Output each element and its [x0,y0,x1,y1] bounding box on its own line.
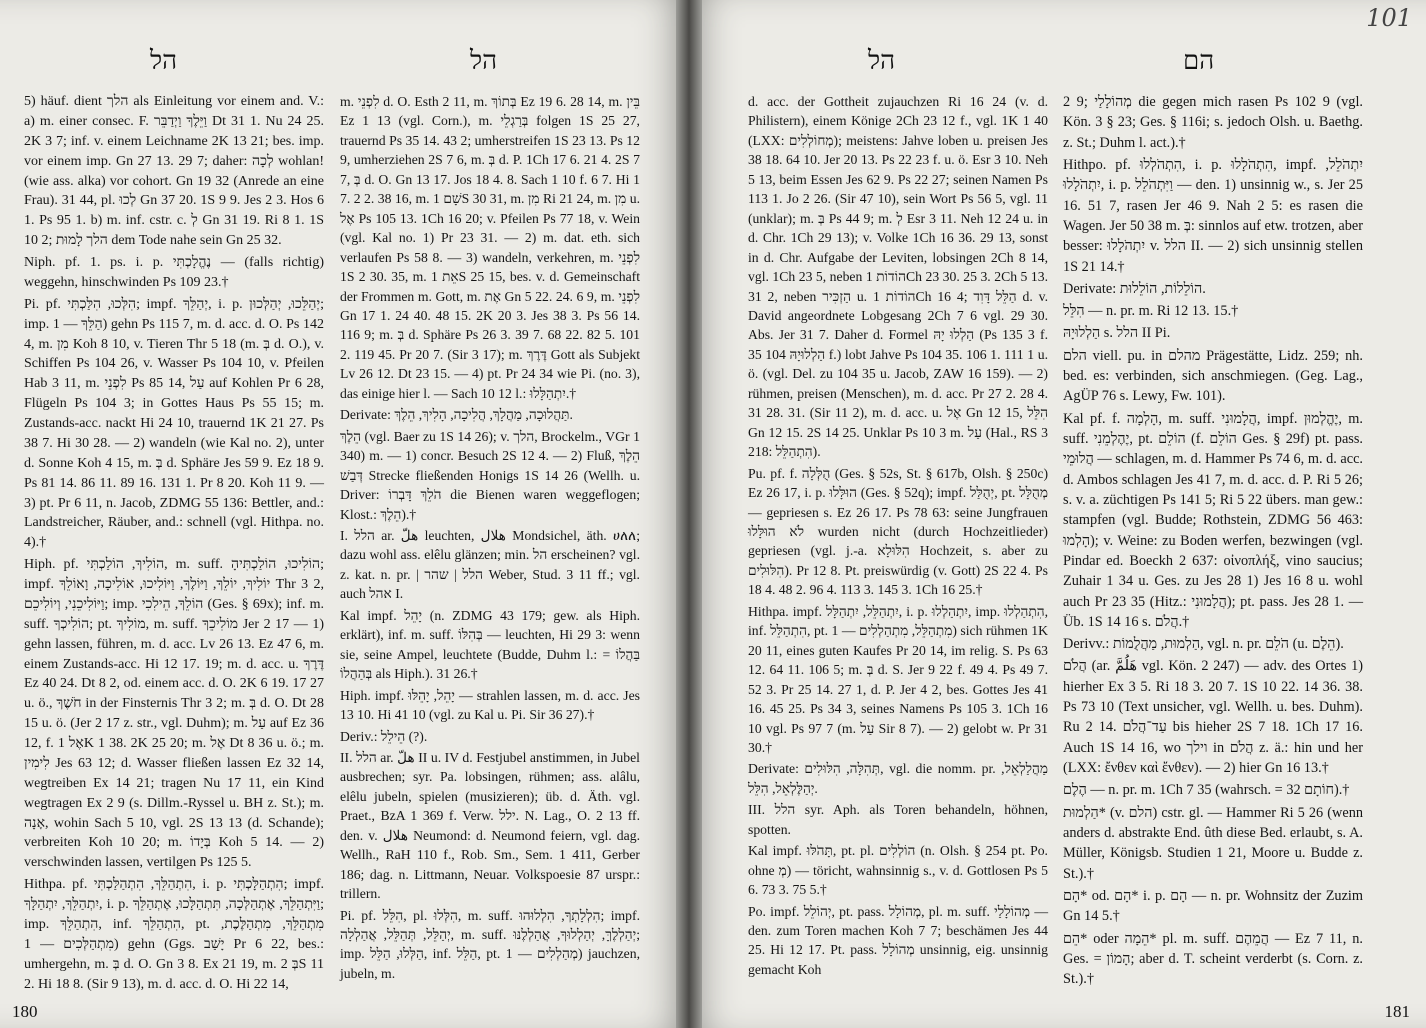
left-page [0,0,688,1028]
text-block: הֵם* oder הֵמָה* pl. m. suff. הֲמֵהֶם — Ez 7 11, n. Ges. = הָמוֹן; aber d. T. scheint verderbt (s. Corn. z. St.).† [1063,930,1363,988]
text-block: Hithpa. pf. הִתְהַלֵּךְ, הִתְהַלַּכְתִּי, i. p. הִתְהַלָּכְתִּי; impf. יִתְהַלֵּךְ, יִתְהַלָּךְ, i. p. וַיִּתְהַלֵּךְ, אֶתְהַלְּכָה, תִּתְהַלָּכוּ, אֶתְהַלֵּךְ; imp. הִתְהַלֵּךְ, inf. הִתְהַלֵּךְ, pt. מִתְהַלֵּךְ, מִתְהַלֶּכֶת, מִתְהַלְּכִים — 1) gehn (Ggs. יָשַׁב Pr 6 22, bes.: umhergehn, m. בְּ d. O. Gn 3 8. Ex 21 19, m. בְּ 2S 11 2. Hi 18 8. (Sir 9 13), m. d. acc. d. O. Hi 22 14, [24,877,325,992]
text-block: Hiph. impf. יָהֵל, יָהֵלּוּ — strahlen lassen, m. d. acc. Jes 13 10. Hi 41 10 (vgl. zu Kal u. Pi. Sir 36 27).† [340,687,640,723]
text-block: Pu. pf. f. הֻלְּלָה (Ges. § 52s, St. § 617b, Olsh. § 250c) Ez 26 17, i. p. הוּלָּלוּ (Ges. § 52q); impf. יְהֻלַּל, pt. מְהֻלָּל — gepriesen s. Ez 26 17. Ps 78 63: seine Jungfrauen לֹא הוּלָּלוּ wurden nicht (durch Hochzeitlieder) gepriesen (vgl. j.-a. הִלּוּלָא Hochzeit, s. aber zu הִלּוּלִים). Pr 12 8. Pt. preiswürdig (v. Gott) 2S 22 4. Ps 18 4. 48 2. 96 4. 113 3. 145 3. 1Ch 16 25.† [748,465,1048,598]
text-block: Derivv.: הַלְמוּת, מַהֲלֻמוֹת, vgl. n. pr. הֹלֵם (u. הֵלֶם). [1063,636,1344,653]
text-block: II. הלל ar. هلّ II u. IV d. Festjubel anstimmen, in Jubel ausbrechen; syr. Pa. lobsingen, rühmen; ass. alâlu, elêlu jubeln, spielen (musizieren); üb. d. Äth. vgl. Praet., BzA 1 369 f. Verw. ילל. N. Lag., O. 2 13 ff. den. v. هلال Neumond: d. Neumond feiern, vgl. dag. Wellh., RaH 110 f., Rob. Sm., Sem. 1 411, Gerber 186; dag. n. Littmann, Neuar. Volkspoesie 87 urspr.: trillern. [340,749,640,902]
text-block: m. לִפְנֵי d. O. Esth 2 11, m. בְּתוֹךְ Ez 19 6. 28 14, m. בֵּין Ez 1 13 (vgl. Corn.), m. בְּרַגְלֵי folgen 1S 25 27, trauernd Ps 35 14. 43 2; umherstreifen 1S 23 13. Ps 12 9, umherziehen 2S 7 6, m. בְּ d. P. 1Ch 17 6. 21 4. 2S 7 7, בְּ d. O. Gn 13 17. Jos 18 4. 8. Sach 1 10 f. 6 7. Hi 1 7. 2 2. 38 16, m. שָׁם 1S 30 31, m. מִן Ri 21 24, m. מִן u. אֶל Ps 105 13. 1Ch 16 20; v. Pfeilen Ps 77 18, v. Wein (vgl. Kal no. 1) Pr 23 31. — 2) m. dat. eth. sich verlaufen Ps 58 8. — 3) wandeln, verkehren, m. לִפְנֵי 1S 2 30. 35, m. אֵת 1S 25 15, bes. v. d. Gemeinschaft der Frommen m. Gott, m. אֶת Gn 5 22. 24. 6 9, m. לִפְנֵי Gn 17 1. 24 40. 48 15. 2K 20 3. Jes 38 3. Ps 56 14. 116 9; m. בְּ d. Sphäre Ps 26 3. 39 7. 68 22. 82 5. 101 2. 119 45. Pr 20 7. (Sir 3 17); m. דֶּרֶךְ Gott als Subjekt Lv 26 12. Dt 23 15. — 4) pt. Pr 24 34 wie Pi. (no. 3), das einige hier l. — Sach 10 12 l.: יִתְהַלָּלוּ.† [340,94,641,401]
text-block: Pi. pf. הִלֵּל, pl. הִלְּלוּ, m. suff. הִלְלָתְךָ, הִלְלוּהוּ; impf. יְהַלֵּל, תְּהַלֵּל, אֲהַלְלָה, m. suff. יְהַלְלֶךָּ, יְהַלְלוּךָ, אֲהַלְלֶנּוּ; imp. הַלְּלוּ, הַלֵּל, inf. הַלֵּל, pt. מְהַלְלִים — 1) jauchzen, jubeln, m. [340,907,641,981]
text-block: Derivate: הוֹלֵלוֹת, הוֹלֵלוּת. [1063,280,1206,297]
column-right-2 [1063,90,1363,989]
text-block: Kal impf. יָהֵל (n. ZDMG 43 179; gew. als Hiph. erklärt), inf. m. suff. בְּהִלּוֹ — leuchten, Hi 29 3: wenn sie, seine Ampel, leuchtete (Budde, Duhm l.: בַּהֲלוֹ = בְּהַהֲלוֹ als Hiph.). 31 26.† [340,607,640,682]
book-gutter [676,0,702,1028]
text-block: הֵלֶךְ (vgl. Baer zu 1S 14 26); v. הלך, Brockelm., VGr 1 340) m. — 1) concr. Besuch 2S 12 4. — 2) Fluß, הֵלֶךְ דְּבַשׁ Strecke fließenden Honigs 1S 14 26 (Wellh. u. Driver: הֹלֵךְ דָּבְרוֹ die Bienen waren weggeflogen; Klost.: הֵלֶךְ).† [340,428,641,522]
text-block: Niph. pf. 1. ps. i. p. נֶהֱלָכְתִּי — (falls richtig) weggehn, hinschwinden Ps 109 23.† [24,255,324,290]
text-block: Hithpo. pf. הִתְהֹלְלוּ, i. p. הִתְהֹלָלוּ, impf. יִתְהֹלֵל, יִתְהֹלָלוּ, i. p. וַיִּתְהֹלֵל — den. 1) unsinnig w., s. Jer 25 16. 51 7, rasen Jer 46 9. Nah 2 5: es rasen die Wagen. Jer 50 38 m. בְּ: sinnlos auf etw. trotzen, aber besser: יִתְהֹלָלוּ v. הלל II. — 2) sich unsinnig stellen 1S 21 14.† [1063,156,1363,275]
text-block: הַלְלוּיָהּ s. הלל II Pi. [1063,325,1171,342]
column-left-1 [24,90,324,994]
text-block: I. הלל ar. هلّ leuchten, هلال Mondsichel, äth. ሀለለ; dazu wohl ass. elêlu glänzen; min. הל erscheinen? vgl. z. kat. n. pr. | הלל | שהר Weber, Stud. 3 11 ff.; vgl. auch אהל I. [340,527,640,602]
text-block: Deriv.: הֵילֵל (?). [340,728,428,744]
text-block: Kal pf. f. הָלְמָה, m. suff. הֲלָמוּנִי, impf. יֶהֱלְמוּן, m. suff. יֶהֶלְמֵנִי, pt. הוֹלֵם (f. הוֹלֵם Ges. § 29f) pt. pass. הֲלוּמֵי — schlagen, m. d. Hammer Ps 74 6, m. d. acc. d. Ambos schlagen Jes 41 7, m. d. acc. d. P. Ri 5 26; s. v. a. züchtigen Ps 141 5; Ri 5 22 übers. man gew.: stampfen (vgl. Budde; Rothstein, ZDMG 56 463: הָלְמוּ); v. Weine: zu Boden werfen, bezwingen (vgl. Pindar ed. Boeckh 2 637: οἰνοπλήξ, vino saucius; Zuhair 1 34 u. Ges. zu Jes 28 1) Jes 16 8 u. wohl auch Pr 23 35 (Hitz.: הֲלָמוּנִי); pt. pass. Jes 28 1. — Üb. 1S 14 16 s. הֲלֹם.† [1063,410,1364,630]
text-block: Hiph. pf. הוֹלִיךְ, הוֹלַכְתִּי, m. suff. הוֹלִיכוּ, הוֹלַכְתִּיהָ; impf. יוֹלִיךְ, יוֹלֵךְ, וַיּוֹלֶךְ, וַיּוֹלִיכוּ, אוֹלִיכָה, וָאוֹלֵךְ Thr 3 2, וַיּוֹלִיכֵנִי, וְיוֹלִיכֵם; imp. הוֹלֵךְ, הֵילִכִי (Ges. § 69x); inf. m. suff. הוֹלִיכְךָ; pt. מוֹלִיךְ, m. suff. מוֹלִיכֵךְ Jer 2 17 — 1) gehn lassen, führen, m. d. acc. Lv 26 13. Ez 47 6, m. einem Zustands-acc. Hi 12 17. 19; m. d. acc. u. דֶּרֶךְ Ez 40 24. Dt 8 2, od. einem acc. d. O. 2K 6 19. 17 27 u. ö., חֹשֶׁךְ in der Finsternis Thr 3 2; m. בְּ d. O. Dt 28 15 u. ö. (Jer 2 17 z. str., vgl. Duhm); m. עַל auf Ez 36 12, f. אֶל 1K 1 38. 2K 25 20; m. אֶל Dt 8 36 u. ö.; m. לִימִין Jes 63 12; d. Wasser fließen lassen Ez 32 14, wegtreiben Ex 14 21; tragen Nu 17 11, ein Kind wegtragen Ex 2 9 (s. Dillm.-Ryssel u. BH z. St.); m. אָנָה, wohin Sach 5 10, vgl. 2S 13 13 (d. Schande); verbreiten Koh 10 20; m. בְּיָדוֹ Koh 5 14. — 2) verschwinden lassen, vertilgen Ps 125 5. [24,557,325,871]
right-page [688,0,1426,1028]
text-block: הַלְמוּת* (v. הלם) cstr. gl. — Hammer Ri 5 26 (wenn anders d. abstrakte End. ûth diese Bed. erlaubt, s. A. Müller, Königsb. Studien 1 21, Moore u. Budde z. St.).† [1063,804,1363,882]
text-block: III. הלל syr. Aph. als Toren behandeln, höhnen, spotten. [748,802,1048,837]
running-head-left: הל [150,46,178,76]
text-block: d. acc. der Gottheit zujauchzen Ri 16 24 (v. d. Philistern), einem Könige 2Ch 23 12 f., vgl. 1K 1 40 (LXX: מְחוֹלְלִים); meistens: Jahve loben u. preisen Jes 38 18. 64 10. Jer 20 13. Ps 22 23 f. u. ö. Esr 3 10. Neh 5 13, beim Essen Jes 62 9. Ps 22 27; seinen Namen Ps 113 1. Jo 2 26. (Sir 47 10), sein Wort Ps 56 5, vgl. 11 (unklar); m. בְּ Ps 44 9; m. לְ Esr 3 11. Neh 12 24 u. in d. Chr. 1Ch 29 13); v. Volke 1Ch 16 36. 29 13, sonst in d. Chr. Aufgabe der Leviten, lobsingen 2Ch 8 14, vgl. 1Ch 23 5, neben הוֹדוֹת 1Ch 23 30. 25 3. 2Ch 5 13. 31 2, neben הַזְכִּיר u. הוֹדוֹת 1Ch 16 4; הַלֵּל דָּוִד d. v. David angeordnete Lobgesang 2Ch 7 6 vgl. 29 30. Abs. Jer 31 7. Daher d. Formel הַלְלוּ יָהּ (Ps 135 3 f. הַלְלוּיָהּ 104 35 f.) lobt Jahve Ps 104 35. 106 1. 111 1 u. ö. (vgl. Del. zu 104 35 u. Jacob, ZAW 16 159). — 2) rühmen, preisen (Menschen), m. d. acc. Pr 27 2. 28 4. 31 28. 31. (Sir 11 2), m. d. acc. u. אֶל Gn 12 15, הִלֵּל Gn 12 15. 2S 14 25. Unklar Ps 10 3 m. עַל (Hal., RS 3 218: הִתְהַלֵּל). [748,94,1049,460]
running-head-left: הל [868,46,896,76]
text-block: Derivate: תְּהִלָּה, הִלּוּלִים, vgl. die nomm. pr. מַהֲלַלְאֵל, יְהַלֶּלְאֵל, הִלֵּל. [748,761,1049,796]
text-block: Derivate: תַּהֲלוּכָה, מַהֲלָךְ, הֲלִיכָה, הָלִיךְ, הֵלֶךְ. [340,407,573,423]
page-number: 181 [1384,1002,1410,1021]
text-block: Po. impf. יְהוֹלֵל, pt. pass. מְהוֹלָל, pl. m. suff. מְהוֹלָלַי — den. zum Toren machen Koh 7 7; beschämen Jes 44 25. Hi 12 17. Pt. pass. מְהוֹלָל unsinnig, eig. unsinnig gemacht Koh [748,903,1049,977]
column-left-2 [340,90,640,983]
text-block: הֶלֶם — n. pr. m. 1Ch 7 35 (wahrsch. = חוֹתָם 32).† [1063,782,1350,799]
page-number: 180 [12,1002,38,1021]
text-block: 5) häuf. dient הלך als Einleitung vor einem and. V.: a) m. einer consec. F. וַיֵּלֶךְ וַיְדַבֵּר Dt 31 1. Nu 24 25. 2K 3 7; inf. v. einem Leichname 2K 13 21; bes. imp. vor einem imp. Gn 27 13. 29 7; daher: לְכָה wohlan! (wie ass. alka) vor cohort. Gn 19 32 (Anrede an eine Frau). 31 44, pl. לְכוּ Gn 37 20. 1S 9 9. Jes 2 3. Hos 6 1. Ps 95 1. b) m. inf. cstr. c. לְ Gn 31 19. Ri 8 1. 1S 10 2; הלך לָמוּת dem Tode nahe sein Gn 25 32. [24,94,324,249]
text-block: Pi. pf. הִלְּכוּ, הִלַּכְתִּי; impf. יְהַלֵּךְ, i. p. יְהַלֵּכוּ, יְהַלְּכוּן; imp. הַלֵּךְ — 1) gehn Ps 115 7, m. d. acc. d. O. Ps 142 4, m. מִן Koh 8 10, v. Tieren Thr 5 18 (m. בְּ d. O.), v. Schiffen Ps 104 26, v. Wasser Ps 104 10, v. Pfeilen Hab 3 11, m. לִפְנֵי Ps 85 14, עַל auf Kohlen Pr 6 28, Flügeln Ps 104 3; in Gottes Haus Ps 55 15; m. Zustands-acc. nackt Hi 24 10, trauernd 1K 21 27. Ps 38 7. Hi 30 28. — 2) wandeln (wie Kal no. 2), unter d. Sonne Koh 4 15, m. בְּ d. Sphäre Jes 59 9. Ez 18 9. Ps 81 14. 86 11. 89 16. 131 1. Pr 8 20. Koh 11 9. — 3) pt. Pr 6 11, n. Jacob, ZDMG 55 136: Bettler, and.: Landstreicher, Räuber, and.: schnell (vgl. Hithpa. no. 4).† [24,296,325,551]
running-head-right: הם [1183,46,1215,76]
text-block: Kal impf. תָּהֹלּוּ, pt. pl. הוֹלְלִים (n. Olsh. § 254 pt. Po. ohne מְ) — töricht, wahnsinnig s., v. d. Gottlosen Ps 5 6. 73 3. 75 5.† [748,843,1048,898]
text-block: הָם* od. הָם* i. p. הָם — n. pr. Wohnsitz der Zuzim Gn 14 5.† [1063,887,1364,925]
text-block: Hithpa. impf. יִתְהַלֵּל, יִתְהַלָּל, i. p. יִתְהַלְלוּ, imp. הִתְהַלְלוּ, inf. הִתְהַלֵּל, pt. מִתְהַלֵּל, מִתְהַלְלִים — 1) sich rühmen 1K 20 11, eines guten Kaufes Pr 20 14, im relig. S. Ps 63 12. 64 11. 106 5; m. בְּ d. S. Jer 9 22 f. 49 4. Ps 49 7. 52 3. Pr 25 14. 27 1, d. P. Jer 4 2, bes. Gottes Jes 41 16. 45 25. Ps 34 3, seines Namens Ps 105 3. 1Ch 16 10 vgl. Ps 97 7 (m. עַל Sir 8 7). — 2) gelobt w. Pr 31 30.† [748,603,1048,755]
column-right-1 [748,90,1048,979]
text-block: הלם viell. pu. in מהלם Prägestätte, Lidz. 259; nh. bed. es: verbinden, sich anschmiegen. (Geg. Lag., AgÜP 76 s. Lewy, Fw. 101). [1063,347,1363,405]
text-block: 2 9; מְהוֹלָלַי die gegen mich rasen Ps 102 9 (vgl. Kön. 3 § 23; Ges. § 116i; s. jedoch Olsh. u. Baethg. z. St.; Duhm l. act.).† [1063,94,1363,151]
text-block: הִלֵּל — n. pr. m. Ri 12 13. 15.† [1063,303,1239,320]
handwritten-note: 101 [1366,4,1412,32]
text-block: הֲלֹם (ar. هَلُمَّ vgl. Kön. 2 247) — adv. des Ortes 1) hierher Ex 3 5. Ri 18 3. 20 7. 1S 10 22. 14 36. 38. Ps 73 10 (Text unsicher, vgl. Wellh. u. bes. Duhm). Ru 2 14. עַד־הֲלֹם bis hieher 2S 7 18. 1Ch 17 16. Auch 1S 14 16, wo וילך in הֲלֹם z. ä.: hin und her (LXX: ἔνθεν καὶ ἔνθεν). — 2) hier Gn 16 13.† [1063,658,1363,776]
running-head-right: הל [470,46,498,76]
